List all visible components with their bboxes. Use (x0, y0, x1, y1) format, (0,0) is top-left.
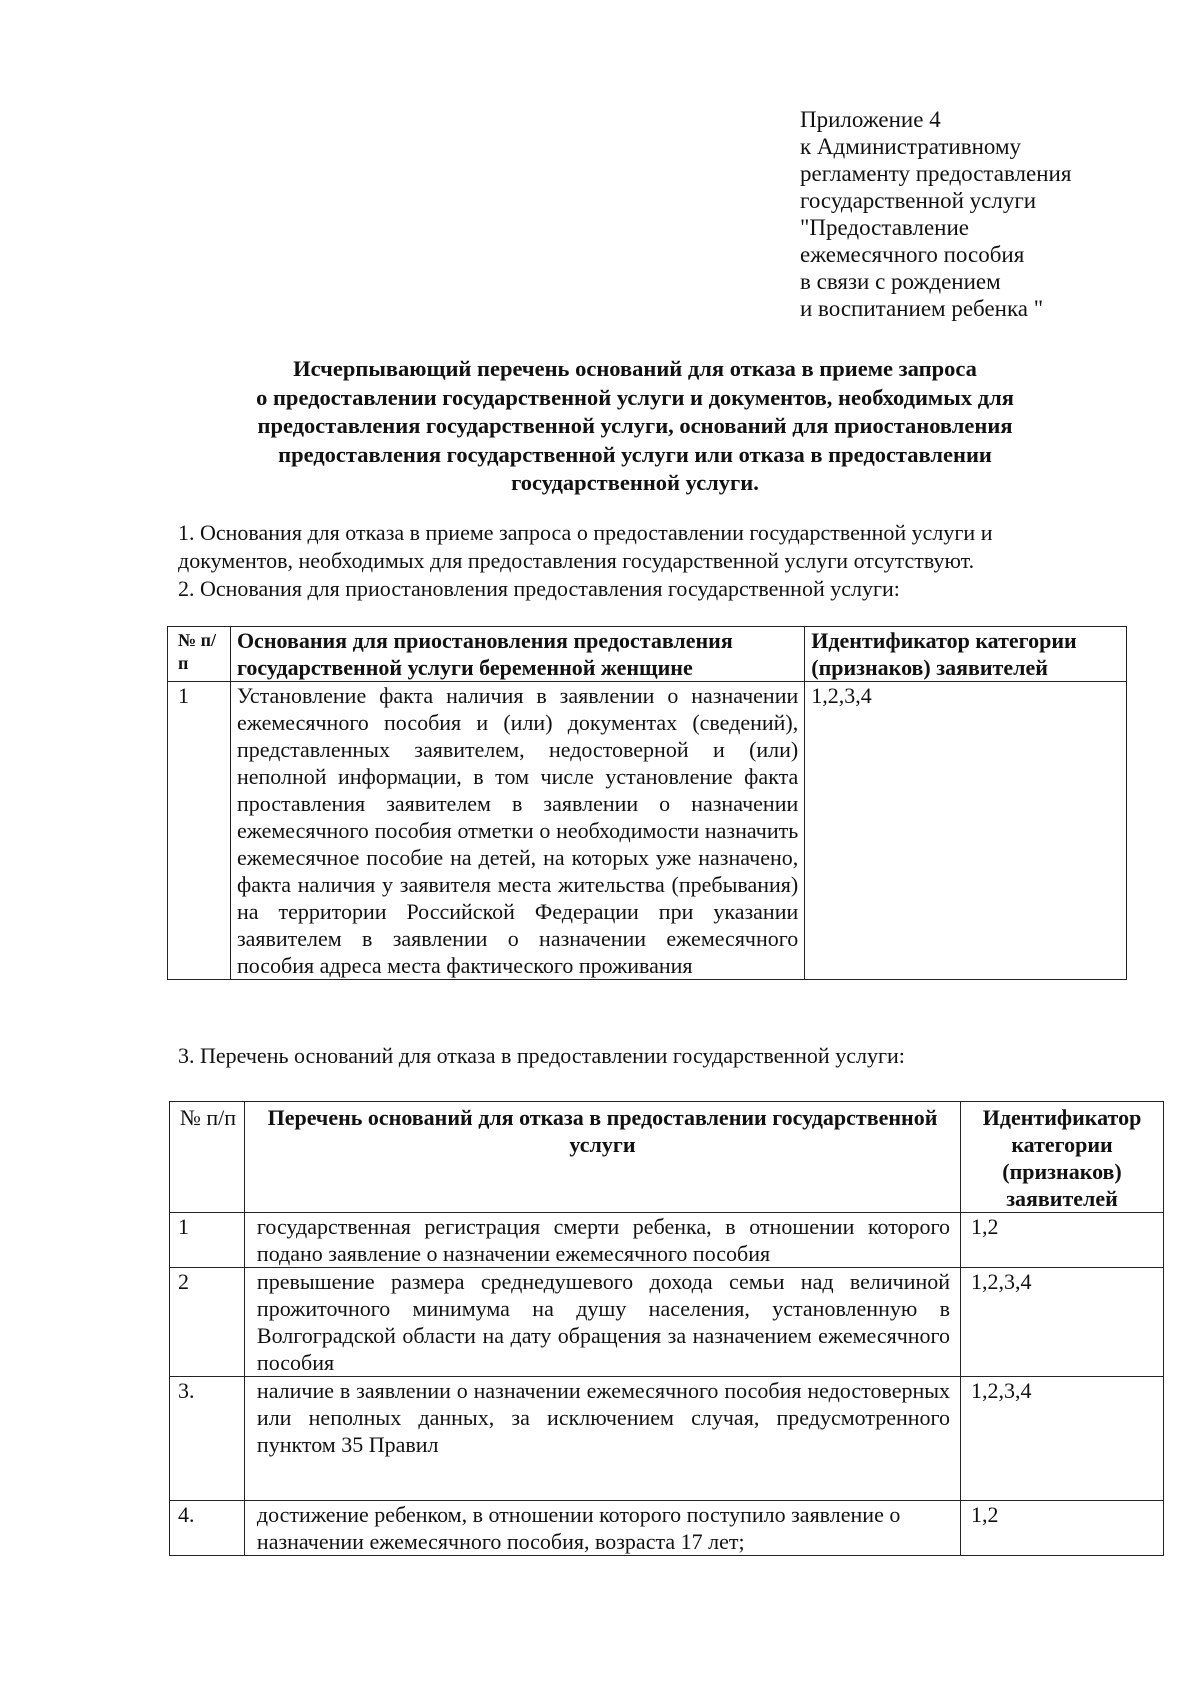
appendix-line: и воспитанием ребенка " (800, 296, 1044, 321)
title-line: Исчерпывающий перечень оснований для отказа в приеме запроса (293, 356, 977, 381)
row-text: Установление факта наличия в заявлении о назначении ежемесячного пособия и (или) документах (сведений), представленных заявителем, недостоверной и (или) неполной информации, в том числе установление факта проставления заявителем в заявлении о назначении ежемесячного пособия отметки о необходимости назначить ежемесячное пособие на детей, на которых уже назначено, факта наличия у заявителя места жительства (пребывания) на территории Российской Федерации при указании заявителем в заявлении о назначении ежемесячного пособия адреса места фактического проживания (230, 682, 804, 980)
row-num: 1 (170, 1213, 245, 1268)
row-text: наличие в заявлении о назначении ежемесячного пособия недостоверных или неполных данных, за исключением случая, предусмотренного пунктом 35 Правил (244, 1377, 960, 1501)
header-num: № п/п (168, 627, 231, 682)
header-num: № п/п (170, 1102, 245, 1213)
table-row (170, 1377, 1164, 1501)
row-ids: 1,2 (961, 1213, 1164, 1268)
table-header-row (170, 1102, 1164, 1213)
appendix-line: к Административному (800, 134, 1022, 159)
appendix-line: регламенту предоставления (800, 161, 1072, 186)
header-reason: Основания для приостановления предоставления государственной услуги беременной женщине (230, 627, 804, 682)
appendix-line: ежемесячного пособия (800, 242, 1025, 267)
title-line: предоставления государственной услуги или отказа в предоставлении (278, 441, 992, 467)
table-row (168, 682, 1127, 980)
appendix-line: в связи с рождением (800, 269, 1001, 294)
row-num: 3. (170, 1377, 245, 1501)
appendix-block (800, 106, 1160, 322)
row-num: 4. (170, 1501, 245, 1556)
table-row (170, 1213, 1164, 1268)
header-reason: Перечень оснований для отказа в предоставлении государственной услуги (244, 1102, 960, 1213)
row-num: 2 (170, 1268, 245, 1377)
row-ids: 1,2 (961, 1501, 1164, 1556)
paragraph-1-line-1: 1. Основания для отказа в приеме запроса о предоставлении государственной услуги и (178, 520, 993, 545)
table-header-row (168, 627, 1127, 682)
header-identifier: Идентификатор категории (признаков) заявителей (805, 627, 1127, 682)
appendix-line: государственной услуги (800, 188, 1037, 213)
title-line: государственной услуги. (511, 470, 759, 495)
row-text: превышение размера среднедушевого дохода семьи над величиной прожиточного минимума на душу населения, установленную в Волгоградской области на дату обращения за назначением ежемесячного пособия (244, 1268, 960, 1377)
header-identifier: Идентификатор категории (признаков) заявителей (961, 1102, 1164, 1213)
section-3-heading: 3. Перечень оснований для отказа в предоставлении государственной услуги: (178, 1043, 905, 1068)
table-row (170, 1501, 1164, 1556)
row-num: 1 (168, 682, 231, 980)
row-ids: 1,2,3,4 (961, 1268, 1164, 1377)
paragraph-1-line-2: документов, необходимых для предоставления государственной услуги отсутствуют. (178, 548, 975, 573)
row-text: государственная регистрация смерти ребенка, в отношении которого подано заявление о назначении ежемесячного пособия (244, 1213, 960, 1268)
appendix-line: "Предоставление (800, 215, 969, 240)
paragraph-2: 2. Основания для приостановления предоставления государственной услуги: (178, 576, 900, 601)
table-row (170, 1268, 1164, 1377)
row-ids: 1,2,3,4 (805, 682, 1127, 980)
appendix-line: Приложение 4 (800, 107, 941, 132)
row-text: достижение ребенком, в отношении которого поступило заявление о назначении ежемесячного пособия, возраста 17 лет; (244, 1501, 960, 1556)
refusal-grounds-table (169, 1101, 1164, 1556)
title-line: о предоставлении государственной услуги и документов, необходимых для (256, 384, 1014, 410)
title-line: предоставления государственной услуги, оснований для приостановления (257, 413, 1013, 438)
row-ids: 1,2,3,4 (961, 1377, 1164, 1501)
suspension-grounds-table (167, 626, 1127, 980)
document-title (170, 355, 1100, 498)
